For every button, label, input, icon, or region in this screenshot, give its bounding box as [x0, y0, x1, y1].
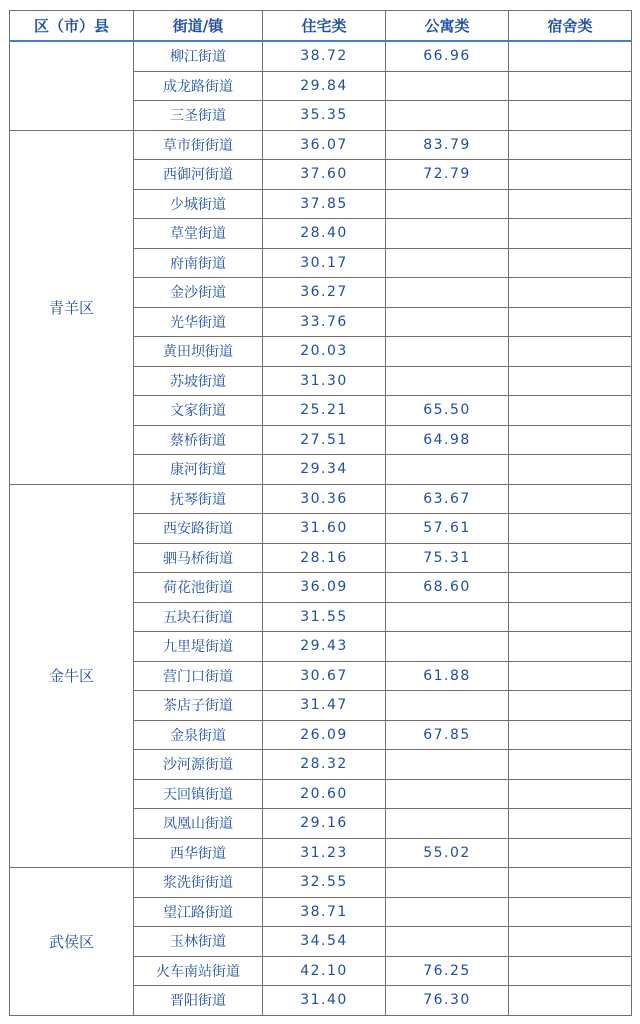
apartment-cell [386, 927, 509, 957]
apartment-cell: 67.85 [386, 720, 509, 750]
apartment-cell [386, 691, 509, 721]
dormitory-cell [509, 720, 632, 750]
street-cell: 玉林街道 [134, 927, 263, 957]
table-body [10, 41, 632, 1015]
residential-cell: 31.47 [263, 691, 386, 721]
dormitory-cell [509, 927, 632, 957]
street-cell: 黄田坝街道 [134, 337, 263, 367]
apartment-cell [386, 189, 509, 219]
dormitory-cell [509, 868, 632, 898]
apartment-cell: 66.96 [386, 41, 509, 71]
residential-cell: 31.40 [263, 986, 386, 1016]
street-cell: 康河街道 [134, 455, 263, 485]
residential-cell: 29.84 [263, 71, 386, 101]
street-cell: 驷马桥街道 [134, 543, 263, 573]
header-residential: 住宅类 [263, 11, 386, 42]
dormitory-cell [509, 484, 632, 514]
street-cell: 望江路街道 [134, 897, 263, 927]
apartment-cell: 57.61 [386, 514, 509, 544]
dormitory-cell [509, 189, 632, 219]
apartment-cell [386, 248, 509, 278]
dormitory-cell [509, 71, 632, 101]
apartment-cell: 55.02 [386, 838, 509, 868]
table-row [10, 868, 632, 898]
apartment-cell [386, 750, 509, 780]
header-dormitory: 宿舍类 [509, 11, 632, 42]
residential-cell: 26.09 [263, 720, 386, 750]
residential-cell: 35.35 [263, 101, 386, 131]
street-cell: 营门口街道 [134, 661, 263, 691]
street-cell: 三圣街道 [134, 101, 263, 131]
residential-cell: 42.10 [263, 956, 386, 986]
street-cell: 五块石街道 [134, 602, 263, 632]
street-cell: 凤凰山街道 [134, 809, 263, 839]
district-cell: 青羊区 [10, 130, 134, 484]
street-cell: 茶店子街道 [134, 691, 263, 721]
street-cell: 抚琴街道 [134, 484, 263, 514]
dormitory-cell [509, 101, 632, 131]
apartment-cell: 72.79 [386, 160, 509, 190]
apartment-cell: 63.67 [386, 484, 509, 514]
apartment-cell [386, 71, 509, 101]
street-cell: 金沙街道 [134, 278, 263, 308]
dormitory-cell [509, 632, 632, 662]
residential-cell: 31.23 [263, 838, 386, 868]
residential-cell: 28.16 [263, 543, 386, 573]
residential-cell: 36.07 [263, 130, 386, 160]
apartment-cell [386, 779, 509, 809]
dormitory-cell [509, 573, 632, 603]
residential-cell: 20.60 [263, 779, 386, 809]
apartment-cell: 76.25 [386, 956, 509, 986]
residential-cell: 25.21 [263, 396, 386, 426]
dormitory-cell [509, 543, 632, 573]
dormitory-cell [509, 838, 632, 868]
dormitory-cell [509, 809, 632, 839]
street-cell: 柳江街道 [134, 41, 263, 71]
residential-cell: 30.67 [263, 661, 386, 691]
residential-cell: 31.30 [263, 366, 386, 396]
dormitory-cell [509, 455, 632, 485]
street-cell: 蔡桥街道 [134, 425, 263, 455]
dormitory-cell [509, 41, 632, 71]
table-header [10, 11, 632, 42]
apartment-cell [386, 278, 509, 308]
residential-cell: 33.76 [263, 307, 386, 337]
dormitory-cell [509, 602, 632, 632]
apartment-cell [386, 337, 509, 367]
street-cell: 草市街街道 [134, 130, 263, 160]
apartment-cell: 76.30 [386, 986, 509, 1016]
apartment-cell [386, 632, 509, 662]
table-row [10, 41, 632, 71]
residential-cell: 31.55 [263, 602, 386, 632]
dormitory-cell [509, 337, 632, 367]
street-cell: 天回镇街道 [134, 779, 263, 809]
residential-cell: 29.34 [263, 455, 386, 485]
residential-cell: 38.72 [263, 41, 386, 71]
apartment-cell [386, 101, 509, 131]
dormitory-cell [509, 425, 632, 455]
dormitory-cell [509, 779, 632, 809]
dormitory-cell [509, 366, 632, 396]
residential-cell: 37.60 [263, 160, 386, 190]
dormitory-cell [509, 661, 632, 691]
residential-cell: 37.85 [263, 189, 386, 219]
residential-cell: 36.27 [263, 278, 386, 308]
apartment-cell [386, 602, 509, 632]
dormitory-cell [509, 986, 632, 1016]
residential-cell: 27.51 [263, 425, 386, 455]
apartment-cell: 64.98 [386, 425, 509, 455]
apartment-cell: 75.31 [386, 543, 509, 573]
apartment-cell [386, 868, 509, 898]
dormitory-cell [509, 514, 632, 544]
dormitory-cell [509, 248, 632, 278]
street-cell: 少城街道 [134, 189, 263, 219]
dormitory-cell [509, 750, 632, 780]
apartment-cell [386, 455, 509, 485]
apartment-cell [386, 366, 509, 396]
dormitory-cell [509, 396, 632, 426]
table-row [10, 484, 632, 514]
dormitory-cell [509, 130, 632, 160]
dormitory-cell [509, 219, 632, 249]
district-cell [10, 41, 134, 130]
residential-cell: 28.32 [263, 750, 386, 780]
apartment-cell [386, 809, 509, 839]
apartment-cell [386, 897, 509, 927]
dormitory-cell [509, 691, 632, 721]
street-cell: 苏坡街道 [134, 366, 263, 396]
street-cell: 荷花池街道 [134, 573, 263, 603]
apartment-cell [386, 307, 509, 337]
residential-cell: 30.17 [263, 248, 386, 278]
table-row [10, 130, 632, 160]
header-row [10, 11, 632, 42]
residential-cell: 31.60 [263, 514, 386, 544]
street-cell: 西华街道 [134, 838, 263, 868]
street-cell: 沙河源街道 [134, 750, 263, 780]
residential-cell: 20.03 [263, 337, 386, 367]
apartment-cell: 83.79 [386, 130, 509, 160]
dormitory-cell [509, 956, 632, 986]
residential-cell: 28.40 [263, 219, 386, 249]
residential-cell: 29.16 [263, 809, 386, 839]
dormitory-cell [509, 897, 632, 927]
apartment-cell: 65.50 [386, 396, 509, 426]
apartment-cell: 61.88 [386, 661, 509, 691]
district-cell: 武侯区 [10, 868, 134, 1016]
street-cell: 火车南站街道 [134, 956, 263, 986]
residential-cell: 34.54 [263, 927, 386, 957]
residential-cell: 32.55 [263, 868, 386, 898]
street-cell: 浆洗街街道 [134, 868, 263, 898]
district-cell: 金牛区 [10, 484, 134, 868]
street-cell: 草堂街道 [134, 219, 263, 249]
residential-cell: 38.71 [263, 897, 386, 927]
street-cell: 府南街道 [134, 248, 263, 278]
dormitory-cell [509, 160, 632, 190]
street-cell: 九里堤街道 [134, 632, 263, 662]
residential-cell: 29.43 [263, 632, 386, 662]
price-table [9, 10, 632, 1016]
street-cell: 光华街道 [134, 307, 263, 337]
residential-cell: 36.09 [263, 573, 386, 603]
street-cell: 金泉街道 [134, 720, 263, 750]
dormitory-cell [509, 307, 632, 337]
dormitory-cell [509, 278, 632, 308]
street-cell: 晋阳街道 [134, 986, 263, 1016]
street-cell: 文家街道 [134, 396, 263, 426]
header-district: 区（市）县 [10, 11, 134, 42]
apartment-cell: 68.60 [386, 573, 509, 603]
header-street: 街道/镇 [134, 11, 263, 42]
street-cell: 成龙路街道 [134, 71, 263, 101]
apartment-cell [386, 219, 509, 249]
header-apartment: 公寓类 [386, 11, 509, 42]
residential-cell: 30.36 [263, 484, 386, 514]
street-cell: 西安路街道 [134, 514, 263, 544]
street-cell: 西御河街道 [134, 160, 263, 190]
